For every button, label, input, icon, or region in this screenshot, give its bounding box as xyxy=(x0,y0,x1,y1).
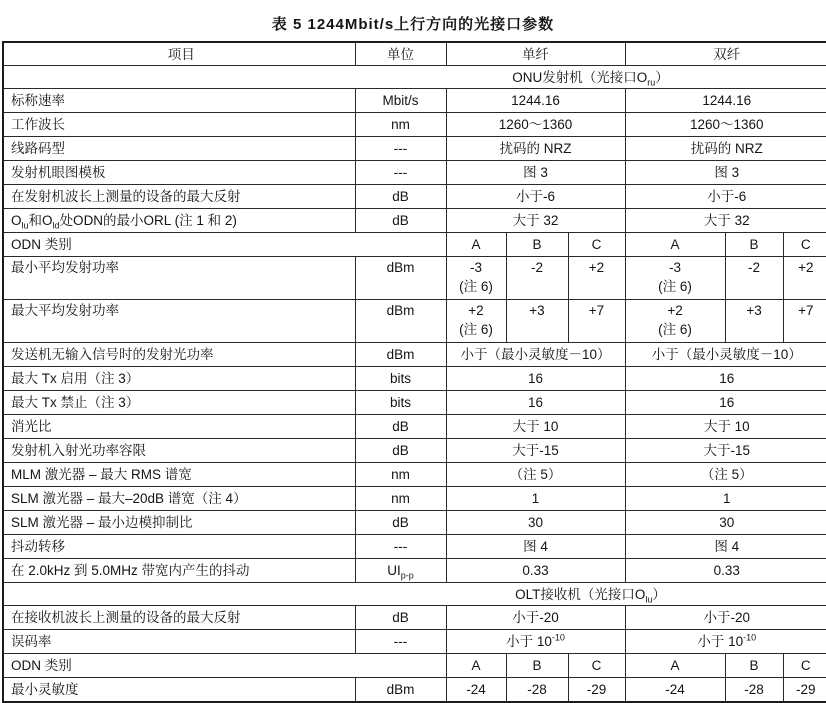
value-c-dual: -29 xyxy=(783,678,826,703)
section-olt-close: ） xyxy=(652,586,666,602)
value-single: 30 xyxy=(446,511,625,535)
label-eye-diagram-mask: 发射机眼图模板 xyxy=(3,161,355,185)
table-title: 表 5 1244Mbit/s上行方向的光接口参数 xyxy=(271,16,555,33)
header-item: 项目 xyxy=(3,42,355,66)
section-row-olt-receiver xyxy=(3,583,826,606)
value-c-dual: +2 xyxy=(783,257,826,300)
value-b-dual: +3 xyxy=(725,300,783,343)
value-dual: 大于 32 xyxy=(625,209,826,233)
value-a-single xyxy=(446,257,506,300)
value-single: 16 xyxy=(446,367,625,391)
value-b-single: -28 xyxy=(506,678,568,703)
value-single: 1260～1360 xyxy=(446,113,625,137)
unit-cell: bits xyxy=(355,391,446,415)
row-tx-incident-power-tolerance xyxy=(3,439,826,463)
label-nominal-rate: 标称速率 xyxy=(3,89,355,113)
label-working-wavelength: 工作波长 xyxy=(3,113,355,137)
label-slm-max-20db-width: SLM 激光器 – 最大–20dB 谱宽（注 4） xyxy=(3,487,355,511)
header-single-fiber: 单纤 xyxy=(446,42,625,66)
value-single: 0.33 xyxy=(446,559,625,583)
label-jitter-transfer: 抖动转移 xyxy=(3,535,355,559)
unit-cell: dBm xyxy=(355,300,446,343)
unit-cell: dB xyxy=(355,606,446,630)
value-dual: 图 3 xyxy=(625,161,826,185)
label-odn-class: ODN 类别 xyxy=(3,654,446,678)
label-max-tx-disable: 最大 Tx 禁止（注 3） xyxy=(3,391,355,415)
label-extinction-ratio: 消光比 xyxy=(3,415,355,439)
odn-col-b: B xyxy=(725,654,783,678)
value-dual: 0.33 xyxy=(625,559,826,583)
row-jitter-generation xyxy=(3,559,826,583)
odn-col-a: A xyxy=(625,654,725,678)
row-launch-power-no-input xyxy=(3,343,826,367)
label-max-reflectance-tx: 在发射机波长上测量的设备的最大反射 xyxy=(3,185,355,209)
row-max-reflectance-tx xyxy=(3,185,826,209)
value-dual: 16 xyxy=(625,367,826,391)
unit-cell: dBm xyxy=(355,343,446,367)
value-a-dual xyxy=(625,257,725,300)
value-c-single: -29 xyxy=(568,678,625,703)
odn-col-b: B xyxy=(506,233,568,257)
row-slm-max-20db-width xyxy=(3,487,826,511)
unit-cell: --- xyxy=(355,137,446,161)
row-jitter-transfer xyxy=(3,535,826,559)
unit-cell: dB xyxy=(355,511,446,535)
label-slm-min-smsr: SLM 激光器 – 最小边模抑制比 xyxy=(3,511,355,535)
section-olt-subscript: lu xyxy=(645,594,653,605)
value-text: +2 xyxy=(468,303,484,318)
label-launch-power-no-input: 发送机无输入信号时的发射光功率 xyxy=(3,343,355,367)
row-max-reflectance-rx xyxy=(3,606,826,630)
unit-cell: dB xyxy=(355,415,446,439)
value-single: 小于-20 xyxy=(446,606,625,630)
value-b-single: -2 xyxy=(506,257,568,300)
label-mlm-max-rms-width: MLM 激光器 – 最大 RMS 谱宽 xyxy=(3,463,355,487)
note-6: (注 6) xyxy=(658,322,692,337)
odn-col-a: A xyxy=(446,233,506,257)
value-dual: 图 4 xyxy=(625,535,826,559)
section-olt-receiver xyxy=(3,583,826,606)
label-min-mean-launch-power: 最小平均发射功率 xyxy=(3,257,355,300)
unit-cell: dBm xyxy=(355,678,446,703)
value-single: 小于（最小灵敏度－10） xyxy=(446,343,625,367)
value-single: 图 3 xyxy=(446,161,625,185)
row-mlm-max-rms-width xyxy=(3,463,826,487)
row-max-tx-disable xyxy=(3,391,826,415)
value-text: +2 xyxy=(667,303,683,318)
row-max-mean-launch-power xyxy=(3,300,826,343)
ber-exponent: -10 xyxy=(743,632,757,643)
row-eye-diagram-mask xyxy=(3,161,826,185)
unit-cell: dBm xyxy=(355,257,446,300)
section-onu-close: ） xyxy=(655,69,669,85)
row-line-code xyxy=(3,137,826,161)
value-single xyxy=(446,630,625,654)
unit-cell: dB xyxy=(355,209,446,233)
value-dual: 1260～1360 xyxy=(625,113,826,137)
value-b-dual: -2 xyxy=(725,257,783,300)
odn-col-b: B xyxy=(725,233,783,257)
unit-cell: dB xyxy=(355,185,446,209)
orl-label-part: O xyxy=(11,213,22,228)
value-single: 大于-15 xyxy=(446,439,625,463)
value-single: 16 xyxy=(446,391,625,415)
row-odn-class-lower xyxy=(3,654,826,678)
odn-col-c: C xyxy=(783,233,826,257)
value-dual: 大于-15 xyxy=(625,439,826,463)
note-6: (注 6) xyxy=(459,322,493,337)
note-6: (注 6) xyxy=(658,279,692,294)
label-min-sensitivity: 最小灵敏度 xyxy=(3,678,355,703)
value-dual: 小于-6 xyxy=(625,185,826,209)
row-max-tx-enable xyxy=(3,367,826,391)
value-single: 图 4 xyxy=(446,535,625,559)
row-min-orl xyxy=(3,209,826,233)
unit-cell: nm xyxy=(355,113,446,137)
value-b-dual: -28 xyxy=(725,678,783,703)
section-olt-text: OLT接收机（光接口O xyxy=(515,586,646,602)
odn-col-b: B xyxy=(506,654,568,678)
unit-cell: --- xyxy=(355,535,446,559)
ber-value-text: 小于 10 xyxy=(697,634,744,649)
unit-cell: nm xyxy=(355,463,446,487)
odn-col-a: A xyxy=(446,654,506,678)
label-max-tx-enable: 最大 Tx 启用（注 3） xyxy=(3,367,355,391)
row-bit-error-rate xyxy=(3,630,826,654)
section-onu-subscript: ru xyxy=(647,77,656,88)
value-a-single xyxy=(446,300,506,343)
label-max-reflectance-rx: 在接收机波长上测量的设备的最大反射 xyxy=(3,606,355,630)
odn-col-c: C xyxy=(568,654,625,678)
header-dual-fiber: 双纤 xyxy=(625,42,826,66)
value-dual: 16 xyxy=(625,391,826,415)
value-single: 大于 10 xyxy=(446,415,625,439)
odn-col-a: A xyxy=(625,233,725,257)
unit-cell: nm xyxy=(355,487,446,511)
unit-cell: dB xyxy=(355,439,446,463)
value-text: -3 xyxy=(469,260,482,275)
value-dual: 大于 10 xyxy=(625,415,826,439)
row-working-wavelength xyxy=(3,113,826,137)
odn-col-c: C xyxy=(568,233,625,257)
value-dual: 扰码的 NRZ xyxy=(625,137,826,161)
value-dual: 小于-20 xyxy=(625,606,826,630)
value-a-single: -24 xyxy=(446,678,506,703)
value-dual: 小于（最小灵敏度－10） xyxy=(625,343,826,367)
row-extinction-ratio xyxy=(3,415,826,439)
ber-value-text: 小于 10 xyxy=(506,634,552,649)
value-c-single: +7 xyxy=(568,300,625,343)
value-single: （注 5） xyxy=(446,463,625,487)
value-dual: 30 xyxy=(625,511,826,535)
value-b-single: +3 xyxy=(506,300,568,343)
value-c-dual: +7 xyxy=(783,300,826,343)
label-odn-class: ODN 类别 xyxy=(3,233,446,257)
label-tx-incident-power-tolerance: 发射机入射光功率容限 xyxy=(3,439,355,463)
value-single: 扰码的 NRZ xyxy=(446,137,625,161)
unit-cell: --- xyxy=(355,630,446,654)
row-min-mean-launch-power xyxy=(3,257,826,300)
value-dual xyxy=(625,630,826,654)
label-min-orl xyxy=(3,209,355,233)
section-onu-text: ONU发射机（光接口O xyxy=(512,69,648,85)
row-nominal-rate xyxy=(3,89,826,113)
orl-label-part: 和O xyxy=(28,213,53,228)
label-jitter-generation: 在 2.0kHz 到 5.0MHz 带宽内产生的抖动 xyxy=(3,559,355,583)
unit-cell: bits xyxy=(355,367,446,391)
unit-cell xyxy=(355,559,446,583)
value-single: 大于 32 xyxy=(446,209,625,233)
header-unit: 单位 xyxy=(355,42,446,66)
row-odn-class-upper xyxy=(3,233,826,257)
label-line-code: 线路码型 xyxy=(3,137,355,161)
orl-subscript-lu: lu xyxy=(21,220,29,231)
value-single: 1244.16 xyxy=(446,89,625,113)
value-text: -3 xyxy=(669,260,682,275)
note-6: (注 6) xyxy=(459,279,493,294)
value-dual: 1244.16 xyxy=(625,89,826,113)
header-row xyxy=(3,42,826,66)
row-slm-min-smsr xyxy=(3,511,826,535)
value-single: 1 xyxy=(446,487,625,511)
unit-cell: --- xyxy=(355,161,446,185)
section-onu-transmitter xyxy=(3,66,826,89)
optical-interface-parameters-table xyxy=(2,41,826,703)
odn-col-c: C xyxy=(783,654,826,678)
unit-text: UI xyxy=(387,563,401,578)
orl-subscript-ld: ld xyxy=(52,220,60,231)
value-single: 小于-6 xyxy=(446,185,625,209)
unit-subscript: p-p xyxy=(400,570,414,581)
value-a-dual xyxy=(625,300,725,343)
section-row-onu-transmitter xyxy=(3,66,826,89)
label-bit-error-rate: 误码率 xyxy=(3,630,355,654)
value-dual: 1 xyxy=(625,487,826,511)
label-max-mean-launch-power: 最大平均发射功率 xyxy=(3,300,355,343)
value-c-single: +2 xyxy=(568,257,625,300)
orl-label-part: 处ODN的最小ORL (注 1 和 2) xyxy=(59,213,237,228)
ber-exponent: -10 xyxy=(551,632,565,643)
value-a-dual: -24 xyxy=(625,678,725,703)
value-dual: （注 5） xyxy=(625,463,826,487)
row-min-sensitivity xyxy=(3,678,826,703)
unit-cell: Mbit/s xyxy=(355,89,446,113)
